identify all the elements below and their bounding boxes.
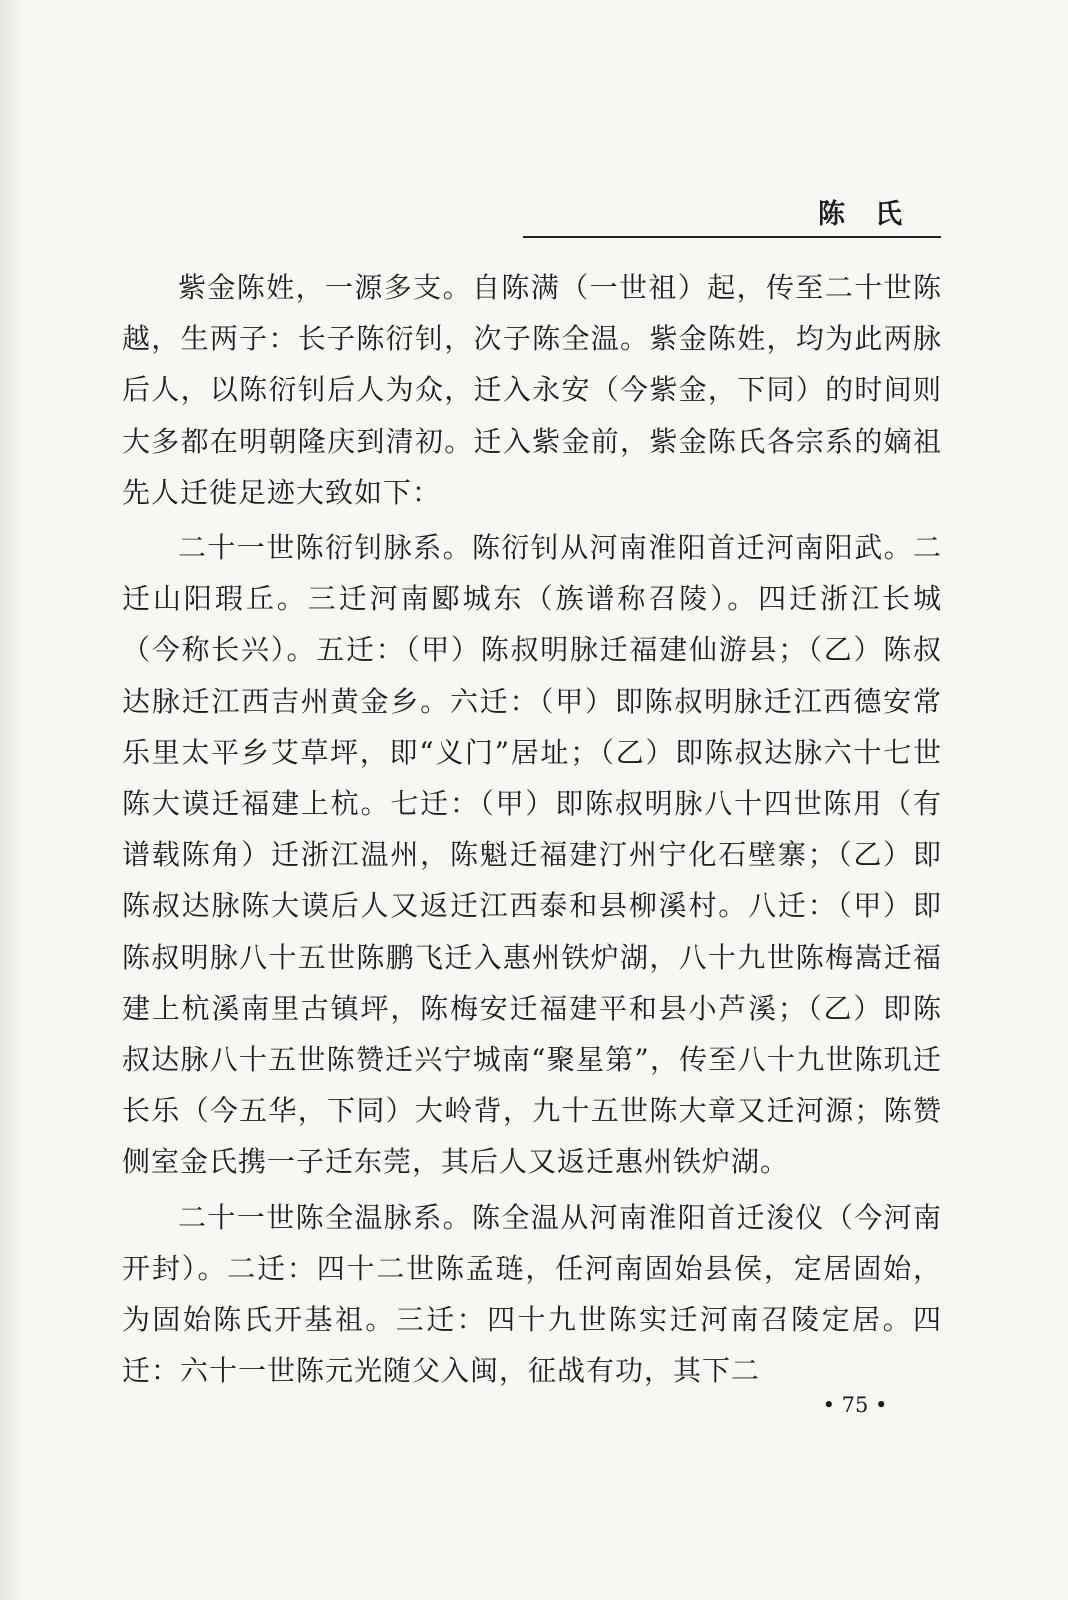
running-header-title: 陈氏 <box>818 199 932 230</box>
paragraph-1: 紫金陈姓，一源多支。自陈满（一世祖）起，传至二十世陈越，生两子：长子陈衍钊，次子陈全温。紫金陈姓，均为此两脉后人，以陈衍钊后人为众，迁入永安（今紫金，下同）的时间则大多都在明朝隆庆到清初。迁入紫金前，紫金陈氏各宗系的嫡祖先人迁徙足迹大致如下： <box>122 271 942 509</box>
page-number: • 75 • <box>822 1393 888 1417</box>
body-text <box>122 262 942 1400</box>
scan-edge-shadow <box>0 0 26 1600</box>
header-rule <box>523 236 941 238</box>
paragraph-3: 二十一世陈全温脉系。陈全温从河南淮阳首迁浚仪（今河南开封）。二迁：四十二世陈孟琏，任河南固始县侯，定居固始，为固始陈氏开基祖。三迁：四十九世陈实迁河南召陵定居。四迁：六十一世陈元光随父入闽，征战有功，其下二 <box>122 1200 942 1388</box>
paragraph-2: 二十一世陈衍钊脉系。陈衍钊从河南淮阳首迁河南阳武。二迁山阳瑕丘。三迁河南郾城东（族谱称召陵）。四迁浙江长城（今称长兴）。五迁：（甲）陈叔明脉迁福建仙游县；（乙）陈叔达脉迁江西吉州黄金乡。六迁：（甲）即陈叔明脉迁江西德安常乐里太平乡艾草坪，即“义门”居址；（乙）即陈叔达脉六十七世陈大谟迁福建上杭。七迁：（甲）即陈叔明脉八十四世陈用（有谱载陈角）迁浙江温州，陈魁迁福建汀州宁化石壁寨；（乙）即陈叔达脉陈大谟后人又返迁江西泰和县柳溪村。八迁：（甲）即陈叔明脉八十五世陈鹏飞迁入惠州铁炉湖，八十九世陈梅嵩迁福建上杭溪南里古镇坪，陈梅安迁福建平和县小芦溪；（乙）即陈叔达脉八十五世陈赞迁兴宁城南“聚星第”，传至八十九世陈玑迁长乐（今五华，下同）大岭背，九十五世陈大章又迁河源；陈赞侧室金氏携一子迁东莞，其后人又返迁惠州铁炉湖。 <box>122 531 942 1179</box>
